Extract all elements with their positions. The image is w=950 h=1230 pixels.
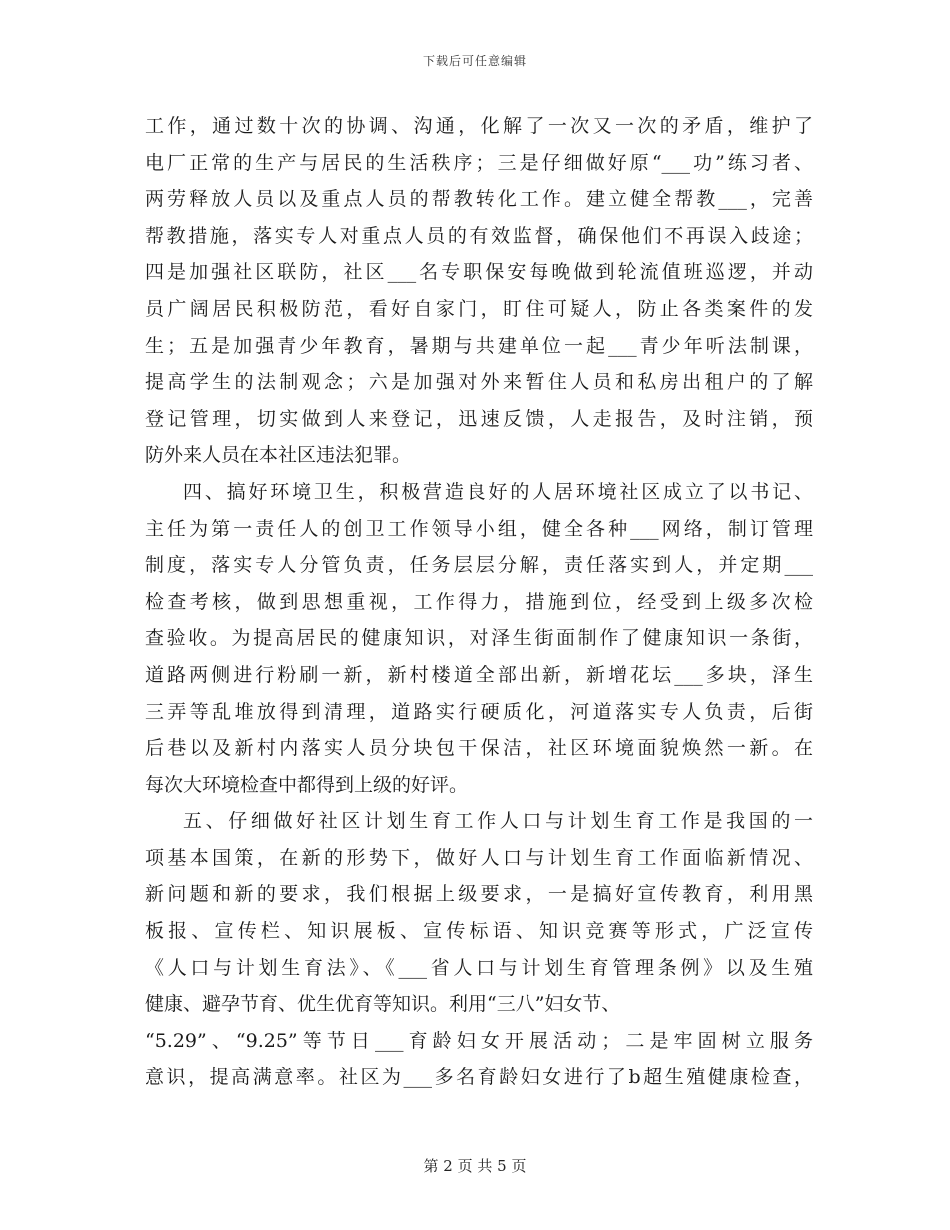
document-body bbox=[145, 108, 813, 1096]
paragraph-line: 五、仔细做好社区计划生育工作人口与计划生育工作是我国的一 bbox=[183, 810, 813, 833]
paragraph-line: 帮教措施，落实专人对重点人员的有效监督，确保他们不再误入歧途； bbox=[145, 224, 813, 247]
paragraph-line: 两劳释放人员以及重点人员的帮教转化工作。建立健全帮教___，完善 bbox=[145, 188, 813, 211]
paragraph-line: 提高学生的法制观念；六是加强对外来暂住人员和私房出租户的了解 bbox=[145, 371, 813, 394]
paragraph-line: 防外来人员在本社区违法犯罪。 bbox=[145, 444, 412, 467]
paragraph-line: 制度，落实专人分管负责，任务层层分解，责任落实到人，并定期___ bbox=[145, 554, 813, 577]
paragraph-line: 板报、宣传栏、知识展板、宣传标语、知识竞赛等形式，广泛宣传 bbox=[145, 920, 813, 943]
paragraph-line: 健康、避孕节育、优生优育等知识。利用“三八”妇女节、 bbox=[145, 993, 621, 1016]
paragraph-line: 每次大环境检查中都得到上级的好评。 bbox=[145, 773, 469, 796]
paragraph-line: 主任为第一责任人的创卫工作领导小组，健全各种___网络，制订管理 bbox=[145, 517, 813, 540]
paragraph-line: 道路两侧进行粉刷一新，新村楼道全部出新，新增花坛___多块，泽生 bbox=[145, 663, 813, 686]
paragraph-line: 后巷以及新村内落实人员分块包干保洁，社区环境面貌焕然一新。在 bbox=[145, 737, 813, 760]
paragraph-line: 意识，提高满意率。社区为___多名育龄妇女进行了b超生殖健康检查， bbox=[145, 1066, 813, 1089]
paragraph-line: 新问题和新的要求，我们根据上级要求，一是搞好宣传教育，利用黑 bbox=[145, 883, 813, 906]
paragraph-line: 电厂正常的生产与居民的生活秩序；三是仔细做好原“___功”练习者、 bbox=[145, 151, 813, 174]
page-header: 下载后可任意编辑 bbox=[422, 54, 527, 68]
paragraph-line: 检查考核，做到思想重视，工作得力，措施到位，经受到上级多次检 bbox=[145, 590, 813, 613]
paragraph-line: 四、搞好环境卫生，积极营造良好的人居环境社区成立了以书记、 bbox=[183, 480, 813, 503]
paragraph-line: 生；五是加强青少年教育，暑期与共建单位一起___青少年听法制课， bbox=[145, 334, 813, 357]
paragraph-line: 员广阔居民积极防范，看好自家门，盯住可疑人，防止各类案件的发 bbox=[145, 297, 813, 320]
paragraph-line: “5.29”、“9.25”等节日___育龄妇女开展活动；二是牢固树立服务 bbox=[145, 1029, 813, 1052]
paragraph-line: 工作，通过数十次的协调、沟通，化解了一次又一次的矛盾，维护了 bbox=[145, 115, 813, 137]
page-number-footer: 第 2 页 共 5 页 bbox=[423, 1157, 527, 1175]
paragraph-line: 项基本国策，在新的形势下，做好人口与计划生育工作面临新情况、 bbox=[145, 846, 813, 869]
paragraph-line: 《人口与计划生育法》、《___省人口与计划生育管理条例》以及生殖 bbox=[145, 956, 813, 979]
paragraph-line: 三弄等乱堆放得到清理，道路实行硬质化，河道落实专人负责，后街 bbox=[145, 700, 813, 723]
paragraph-line: 登记管理，切实做到人来登记，迅速反馈，人走报告，及时注销，预 bbox=[145, 407, 813, 430]
paragraph-line: 四是加强社区联防，社区___名专职保安每晚做到轮流值班巡逻，并动 bbox=[145, 261, 813, 284]
paragraph-line: 查验收。为提高居民的健康知识，对泽生街面制作了健康知识一条街， bbox=[145, 627, 813, 650]
